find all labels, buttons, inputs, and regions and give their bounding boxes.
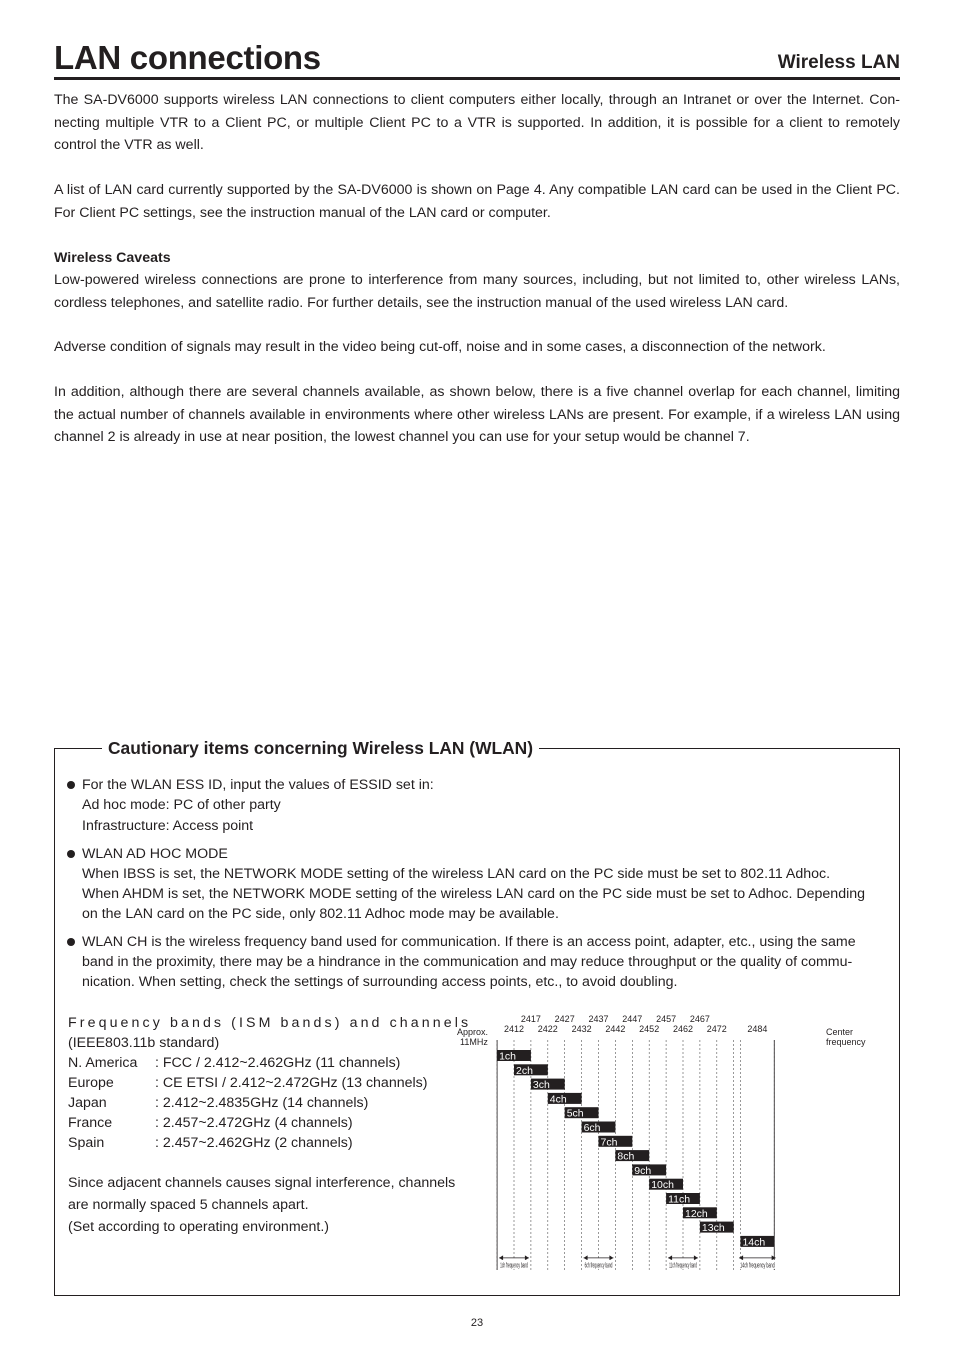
region-name: Europe bbox=[68, 1075, 114, 1091]
region-name: N. America bbox=[68, 1055, 138, 1071]
tick-label-lower: 2452 bbox=[639, 1024, 660, 1034]
caveats-paragraph-2: Adverse condition of signals may result in the video being cut-off, noise and in some cases, a disconnection of the network. bbox=[54, 339, 826, 355]
spacing-note: are normally spaced 5 channels apart. bbox=[68, 1197, 309, 1213]
bullet-dot bbox=[67, 850, 75, 858]
caveats-paragraph-3: In addition, although there are several channels available, as shown below, there is a five channel overlap for each channel, limiting the actual number of channels available in environments where other wireless LANs are present. For example, if a wireless LAN using channel 2 is already in use at near position, the lowest channel you can use for your setup would be channel 7. bbox=[54, 384, 900, 446]
bullet-dot bbox=[67, 781, 75, 789]
frequency-standard: (IEEE803.11b standard) bbox=[68, 1035, 220, 1051]
band-label: 11ch frequency band bbox=[669, 1262, 697, 1270]
band-arrow-left bbox=[739, 1255, 743, 1260]
tick-label-upper: 2417 bbox=[520, 1014, 541, 1024]
tick-label-lower: 2432 bbox=[571, 1024, 592, 1034]
approx-label: 11MHz bbox=[460, 1037, 488, 1047]
channel-label: 13ch bbox=[701, 1222, 725, 1235]
region-value: : 2.457~2.462GHz (2 channels) bbox=[155, 1135, 353, 1151]
band-arrow-right bbox=[525, 1255, 529, 1260]
channel-label: 14ch bbox=[742, 1236, 766, 1249]
channel-label: 3ch bbox=[532, 1079, 550, 1092]
center-frequency-label: frequency bbox=[826, 1037, 866, 1047]
spacing-note: (Set according to operating environment.) bbox=[68, 1219, 330, 1235]
title-rule bbox=[54, 77, 900, 80]
frequency-heading: Frequency bands (ISM bands) and channels bbox=[68, 1015, 472, 1031]
section-title: Wireless LAN bbox=[777, 52, 900, 73]
band-arrow-right bbox=[609, 1255, 613, 1260]
channel-label: 8ch bbox=[617, 1150, 635, 1163]
channel-frequency-chart bbox=[455, 1008, 875, 1270]
region-name: France bbox=[68, 1115, 113, 1131]
region-name: Spain bbox=[68, 1135, 105, 1151]
channel-label: 1ch bbox=[499, 1050, 517, 1063]
bullet-text: nication. When setting, check the settings of surrounding access points, etc., to avoid doubling. bbox=[82, 974, 678, 990]
tick-label-lower: 2442 bbox=[605, 1024, 626, 1034]
region-name: Japan bbox=[68, 1095, 107, 1111]
spacing-note: Since adjacent channels causes signal interference, channels bbox=[68, 1175, 456, 1191]
channel-label: 4ch bbox=[549, 1093, 567, 1106]
center-frequency-label: Center bbox=[826, 1027, 854, 1037]
tick-label-upper: 2467 bbox=[689, 1014, 710, 1024]
band-label: 6ch frequency band bbox=[584, 1262, 613, 1270]
region-value: : CE ETSI / 2.412~2.472GHz (13 channels) bbox=[155, 1075, 428, 1091]
channel-label: 7ch bbox=[600, 1136, 618, 1149]
page-title: LAN connections bbox=[54, 39, 321, 76]
band-arrow-left bbox=[499, 1255, 503, 1260]
tick-label-upper: 2457 bbox=[656, 1014, 677, 1024]
bullet-text: For the WLAN ESS ID, input the values of ESSID set in: bbox=[82, 777, 434, 793]
band-label: 1ch frequency band bbox=[500, 1262, 528, 1270]
bullet-text: WLAN CH is the wireless frequency band used for communication. If there is an access point, adapter, etc., using the same bbox=[82, 934, 856, 950]
caveats-paragraph-1: Low-powered wireless connections are prone to interference from many sources, including, but not limited to, other wireless LANs, cordless telephones, and satellite radio. For further details, see the instruction manual of the used wireless LAN card. bbox=[54, 272, 900, 311]
caveats-heading: Wireless Caveats bbox=[54, 250, 171, 266]
region-value: : 2.457~2.472GHz (4 channels) bbox=[155, 1115, 353, 1131]
bullet-text: When AHDM is set, the NETWORK MODE setting of the wireless LAN card on the PC side must be set to Adhoc. Depending bbox=[82, 886, 866, 902]
bullet-text: band in the proximity, there may be a hindrance in the communication and may reduce throughput or the quality of commu- bbox=[82, 954, 853, 970]
page-number: 23 bbox=[470, 1317, 484, 1329]
channel-label: 5ch bbox=[566, 1107, 584, 1120]
approx-label: Approx. bbox=[457, 1027, 489, 1037]
band-arrow-right bbox=[694, 1255, 698, 1260]
band-arrow-left bbox=[668, 1255, 672, 1260]
tick-label-upper: 2447 bbox=[622, 1014, 643, 1024]
band-arrow-right bbox=[772, 1255, 776, 1260]
channel-label: 11ch bbox=[668, 1193, 691, 1206]
tick-label-lower: 2422 bbox=[537, 1024, 558, 1034]
bullet-text: on the LAN card on the PC side, only 802.11 Adhoc mode may be available. bbox=[82, 906, 559, 922]
tick-label-lower: 2484 bbox=[747, 1024, 768, 1034]
channel-label: 2ch bbox=[516, 1064, 533, 1077]
bullet-text: Infrastructure: Access point bbox=[82, 818, 254, 834]
tick-label-upper: 2437 bbox=[588, 1014, 609, 1024]
band-arrow-left bbox=[584, 1255, 588, 1260]
channel-label: 6ch bbox=[583, 1122, 601, 1134]
channel-label: 9ch bbox=[634, 1164, 652, 1177]
channel-label: 12ch bbox=[685, 1207, 708, 1220]
intro-paragraph-1: The SA-DV6000 supports wireless LAN connections to client computers either locally, through an Intranet or over the Internet. Con- necting multiple VTR to a Client PC, or multiple Client PC to a VTR is supported. In addition, it is possible for a client to remotely control the VTR as well. bbox=[54, 92, 900, 154]
region-value: : FCC / 2.412~2.462GHz (11 channels) bbox=[155, 1055, 401, 1071]
intro-paragraph-2: A list of LAN card currently supported by the SA-DV6000 is shown on Page 4. Any compatible LAN card can be used in the Client PC. For Client PC settings, see the instruction manual of the LAN card or computer. bbox=[54, 182, 900, 221]
channel-label: 10ch bbox=[651, 1179, 674, 1192]
bullet-text: Ad hoc mode: PC of other party bbox=[82, 797, 281, 813]
tick-label-lower: 2472 bbox=[706, 1024, 727, 1034]
tick-label-lower: 2412 bbox=[503, 1024, 525, 1034]
caution-title: Cautionary items concerning Wireless LAN (WLAN) bbox=[102, 736, 539, 760]
bullet-text: When IBSS is set, the NETWORK MODE setting of the wireless LAN card on the PC side must be set to 802.11 Adhoc. bbox=[82, 866, 831, 882]
tick-label-upper: 2427 bbox=[554, 1014, 575, 1024]
tick-label-lower: 2462 bbox=[672, 1024, 694, 1034]
band-label: 14ch frequency band bbox=[740, 1262, 775, 1270]
bullet-dot bbox=[67, 938, 75, 946]
bullet-text: WLAN AD HOC MODE bbox=[82, 846, 228, 862]
region-value: : 2.412~2.4835GHz (14 channels) bbox=[155, 1095, 369, 1111]
